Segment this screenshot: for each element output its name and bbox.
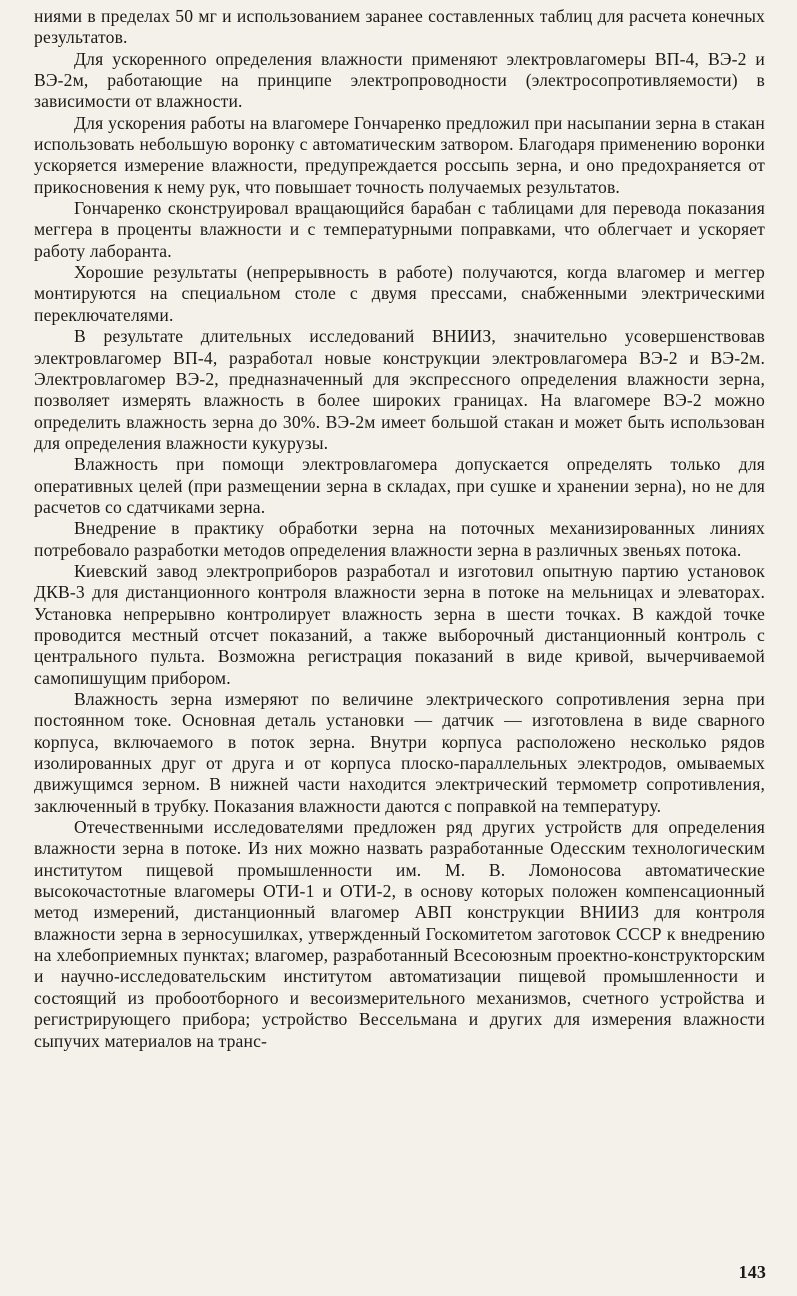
paragraph-electro-moisture-meters: Для ускоренного определения влажности применяют электровлагомеры ВП-4, ВЭ-2 и ВЭ-2м, работающие на принципе электропроводности (электросопротивляемости) в зависимости от влажности. <box>34 48 765 112</box>
paragraph-kiev-plant: Киевский завод электроприборов разработал и изготовил опытную партию установок ДКВ-3 для дистанционного контроля влажности зерна в потоке на мельницах и элеваторах. Установка непрерывно контролирует влажность зерна в шести точках. В каждой точке проводится местный отсчет показаний, а также выборочный дистанционный контроль с центрального пульта. Возможна регистрация показаний в виде кривой, вычерчиваемой самопишущим прибором. <box>34 560 765 688</box>
paragraph-flow-lines: Внедрение в практику обработки зерна на поточных механизированных линиях потребовало разработки методов определения влажности зерна в различных звеньях потока. <box>34 518 765 560</box>
paragraph-resistance-measurement: Влажность зерна измеряют по величине электрического сопротивления зерна при постоянном токе. Основная деталь установки — датчик — изготовлена в виде сварного корпуса, включаемого в поток зерна. Внутри корпуса расположено несколько рядов изолированных друг от друга и от корпуса плоско-параллельных электродов, омываемых движущимся зерном. В нижней части находится электрический термометр сопротивления, заключенный в трубку. Показания влажности даются с поправкой на температуру. <box>34 689 765 816</box>
paragraph-funnel: Для ускорения работы на влагомере Гончаренко предложил при насыпании зерна в стакан использовать небольшую воронку с автоматическим затвором. Благодаря применению воронки ускоряется измерение влажности, предупреждается россыпь зерна, и оно предохраняется от прикосновения к нему рук, что повышает точность получаемых результатов. <box>34 112 765 197</box>
paragraph-continuation: ниями в пределах 50 мг и использованием заранее составленных таблиц для расчета конечных результатов. <box>34 6 765 48</box>
paragraph-operational-use: Влажность при помощи электровлагомера допускается определять только для оперативных целей (при размещении зерна в складах, при сушке и хранении зерна), но не для расчетов со сдатчиками зерна. <box>34 454 765 517</box>
paragraph-other-devices: Отечественными исследователями предложен ряд других устройств для определения влажности зерна в потоке. Из них можно назвать разработанные Одесским технологическим институтом пищевой промышленности им. М. В. Ломоносова автоматические высокочастотные влагомеры ОТИ-1 и ОТИ-2, в основу которых положен компенсационный метод измерений, дистанционный влагомер АВП конструкции ВНИИЗ для контроля влажности зерна в зерносушилках, утвержденный Госкомитетом заготовок СССР к внедрению на хлебоприемных пунктах; влагомер, разработанный Всесоюзным проектно-конструкторским и научно-исследовательским институтом автоматизации пищевой промышленности и состоящий из пробоотборного и весоизмерительного механизмов, счетного устройства и регистрирующего прибора; устройство Вессельмана и других для измерения влажности сыпучих материалов на транс- <box>34 817 765 1051</box>
paragraph-vniiz-research: В результате длительных исследований ВНИИЗ, значительно усовершенствовав электровлагомер ВП-4, разработал новые конструкции электровлагомера ВЭ-2 и ВЭ-2м. Электровлагомер ВЭ-2, предназначенный для экспрессного определения влажности зерна, позволяет измерять влажность в более широких границах. На влагомере ВЭ-2 можно определить влажность зерна до 30%. ВЭ-2м имеет большой стакан и может быть использован для определения влажности кукурузы. <box>34 326 765 453</box>
paragraph-special-table: Хорошие результаты (непрерывность в работе) получаются, когда влагомер и меггер монтируются на специальном столе с двумя прессами, снабженными электрическими переключателями. <box>34 262 765 325</box>
paragraph-drum-tables: Гончаренко сконструировал вращающийся барабан с таблицами для перевода показания меггера в проценты влажности и с температурными поправками, что облегчает и ускоряет работу лаборанта. <box>34 198 765 261</box>
page-number: 143 <box>738 1262 766 1282</box>
